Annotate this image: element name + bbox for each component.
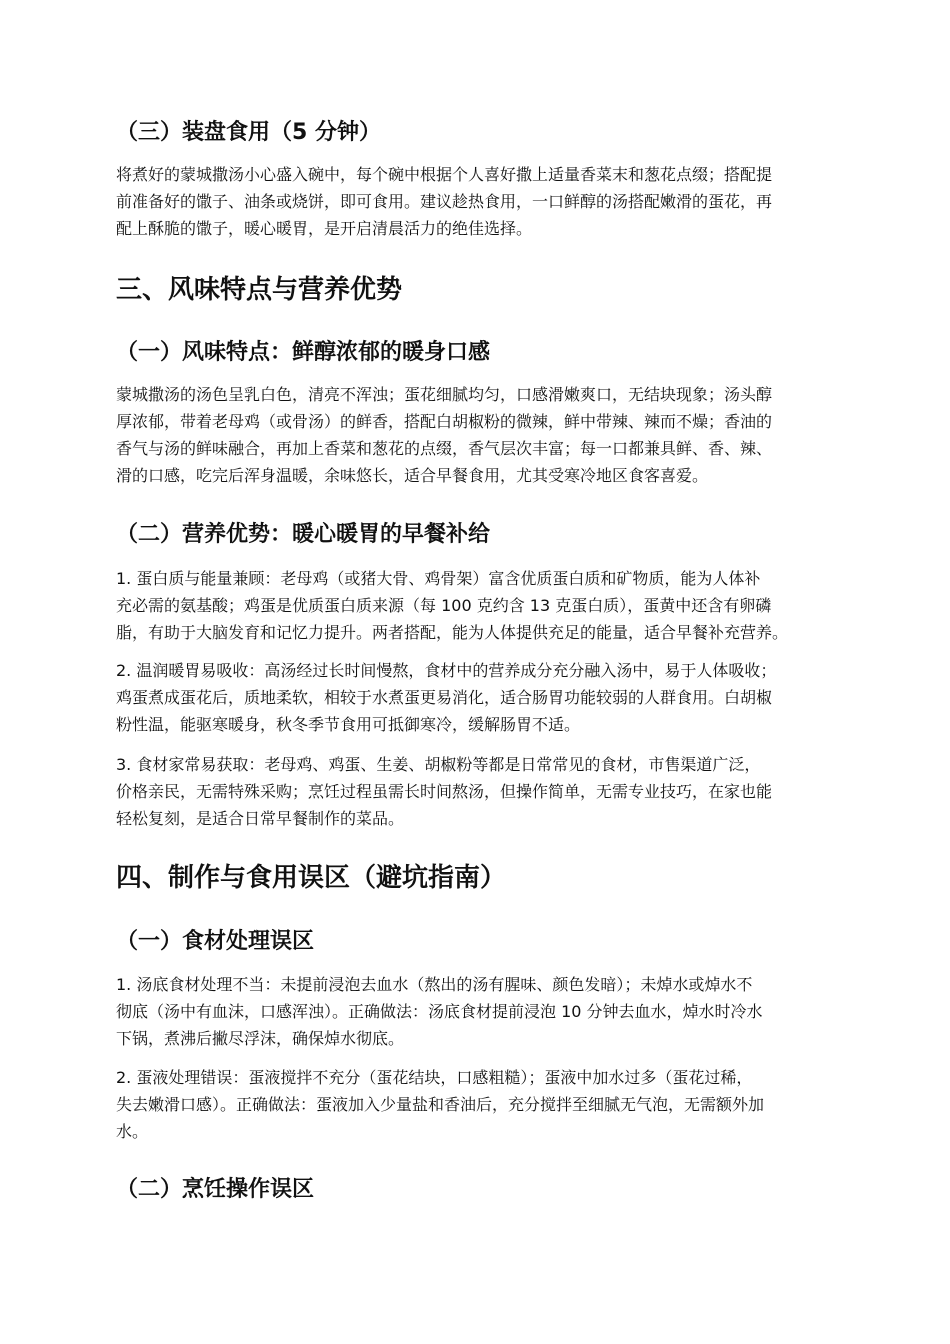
text-line: 2. 温润暖胃易吸收：高汤经过长时间慢熬，食材中的营养成分充分融入汤中，易于人体吸收； [116, 661, 777, 680]
flavor-paragraph [116, 381, 846, 489]
text-line: 1. 汤底食材处理不当：未提前浸泡去血水（熬出的汤有腥味、颜色发暗）；未焯水或焯水不 [116, 975, 753, 994]
nutrition-item-3 [116, 751, 846, 832]
nutrition-item-1 [116, 565, 846, 646]
chapter4-heading: 四、制作与食用误区（避坑指南） [116, 863, 507, 893]
text-line: 轻松复刻，是适合日常早餐制作的菜品。 [116, 809, 405, 828]
flavor-heading: （一）风味特点：鲜醇浓郁的暖身口感 [116, 340, 491, 365]
text-line: 脂，有助于大脑发育和记忆力提升。两者搭配，能为人体提供充足的能量，适合早餐补充营养。 [116, 623, 789, 642]
text-line: 粉性温，能驱寒暖身，秋冬季节食用可抵御寒冷，缓解肠胃不适。 [116, 715, 581, 734]
nutrition-item-2 [116, 657, 846, 738]
section-serve-paragraph [116, 161, 846, 242]
text-line: 滑的口感，吃完后浑身温暖，余味悠长，适合早餐食用，尤其受寒冷地区食客喜爱。 [116, 466, 709, 485]
text-line: 1. 蛋白质与能量兼顾：老母鸡（或猪大骨、鸡骨架）富含优质蛋白质和矿物质，能为人体补 [116, 569, 761, 588]
text-line: 价格亲民，无需特殊采购；烹饪过程虽需长时间熬汤，但操作简单，无需专业技巧，在家也能 [116, 782, 773, 801]
text-line: 2. 蛋液处理错误：蛋液搅拌不充分（蛋花结块，口感粗糙）；蛋液中加水过多（蛋花过稀， [116, 1068, 753, 1087]
text-line: 香气与汤的鲜味融合，再加上香菜和葱花的点缀，香气层次丰富；每一口都兼具鲜、香、辣、 [116, 439, 773, 458]
cooking-mistakes-heading: （二）烹饪操作误区 [116, 1177, 315, 1202]
ingredient-mistake-item-2 [116, 1064, 846, 1145]
text-line: 失去嫩滑口感）。正确做法：蛋液加入少量盐和香油后，充分搅拌至细腻无气泡，无需额外加 [116, 1095, 765, 1114]
section-serve-heading: （三）装盘食用（5 分钟） [116, 120, 381, 145]
text-line: 前准备好的馓子、油条或烧饼，即可食用。建议趁热食用，一口鲜醇的汤搭配嫩滑的蛋花，再 [116, 192, 773, 211]
chapter3-heading: 三、风味特点与营养优势 [116, 275, 403, 305]
text-line: 蒙城撒汤的汤色呈乳白色，清亮不浑浊；蛋花细腻均匀，口感滑嫩爽口，无结块现象；汤头醇 [116, 385, 773, 404]
text-line: 水。 [116, 1122, 149, 1141]
nutrition-heading: （二）营养优势：暖心暖胃的早餐补给 [116, 522, 491, 547]
text-line: 鸡蛋煮成蛋花后，质地柔软，相较于水煮蛋更易消化，适合肠胃功能较弱的人群食用。白胡椒 [116, 688, 773, 707]
text-line: 彻底（汤中有血沫，口感浑浊）。正确做法：汤底食材提前浸泡 10 分钟去血水，焯水时冷水 [116, 1002, 763, 1021]
ingredient-mistake-item-1 [116, 971, 846, 1052]
text-line: 充必需的氨基酸；鸡蛋是优质蛋白质来源（每 100 克约含 13 克蛋白质），蛋黄中还含有卵磷 [116, 596, 772, 615]
text-line: 下锅，煮沸后撇尽浮沫，确保焯水彻底。 [116, 1029, 405, 1048]
text-line: 厚浓郁，带着老母鸡（或骨汤）的鲜香，搭配白胡椒粉的微辣，鲜中带辣、辣而不燥；香油的 [116, 412, 773, 431]
text-line: 配上酥脆的馓子，暖心暖胃，是开启清晨活力的绝佳选择。 [116, 219, 533, 238]
text-line: 3. 食材家常易获取：老母鸡、鸡蛋、生姜、胡椒粉等都是日常常见的食材，市售渠道广泛， [116, 755, 761, 774]
text-line: 将煮好的蒙城撒汤小心盛入碗中，每个碗中根据个人喜好撒上适量香菜末和葱花点缀；搭配提 [116, 165, 773, 184]
ingredient-mistakes-heading: （一）食材处理误区 [116, 929, 315, 954]
